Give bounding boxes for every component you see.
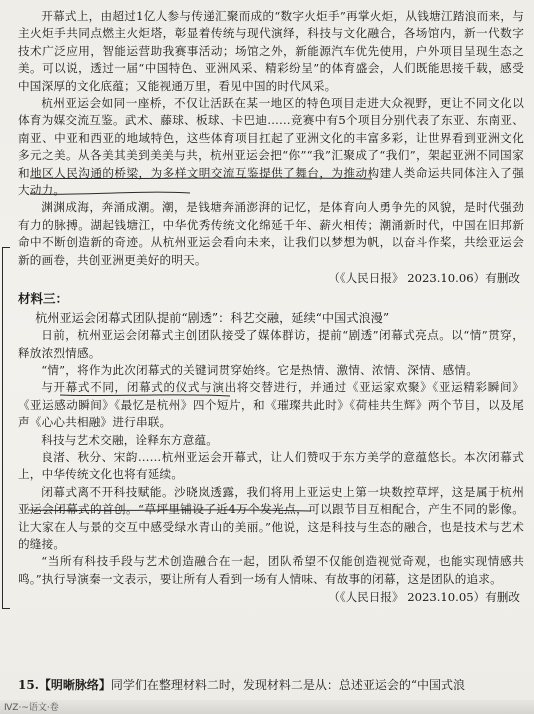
footer-label: ⅣZ·~语文·卷 xyxy=(4,703,59,713)
material3-paragraph-6: 闭幕式离不开科技赋能。沙晓岚透露，我们将用上亚运史上第一块数控草坪，这是属于杭州亚运会闭幕式的首创。“草坪里铺设了近4万个发光点，可以跟节目互相配合，产生不同的影像。让大家在人与景的交互中感受绿水青山的美丽。”他说，这是科技与生态的融合，也是技术与艺术的缝接。 xyxy=(18,484,524,551)
material2-source: （《人民日报》 2023.10.06）有删改 xyxy=(328,271,520,286)
material3-paragraph-2: “情”，将作为此次闭幕式的关键词贯穿始终。它是热情、激情、浓情、深情、感情。 xyxy=(41,362,479,377)
margin-bracket xyxy=(2,247,10,609)
material3-paragraph-3: 与开幕式不同，闭幕式的仪式与演出将交替进行，并通过《亚运家欢聚》《亚运精彩瞬间》《亚运感动瞬间》《最忆是杭州》四个短片，和《璀璨共此时》《荷桂共生辉》两个节目，以及尾声《心心共相融》进行串联。 xyxy=(18,380,524,430)
material3-source: （《人民日报》 2023.10.05）有删改 xyxy=(328,590,520,605)
material3-paragraph-7: “当所有科技手段与艺术创造融合在一起，团队希望不仅能创造视觉奇观，也能实现情感共鸣。”执行导演秦一文表示，要让所有人看到一场有人情味、有故事的闭幕，这是团队的追求。 xyxy=(18,554,524,586)
material3-paragraph-5: 良渚、秋分、宋韵……杭州亚运会开幕式，让人们赞叹于东方美学的意蕴悠长。本次闭幕式上，中华传统文化也将有延续。 xyxy=(18,449,524,482)
text-column xyxy=(18,8,524,606)
material2-paragraph-3: 渊渊成海，奔涌成潮。潮，是钱塘奔涌澎湃的记忆，是体育向人勇争先的风貌，是时代强劲有力的脉搏。湖起钱塘江，中华优秀传统文化绵延千年、薪火相传；潮涌新时代，中国在旧邦新命中不断创造新的奇迹。从杭州亚运会看向未来，让我们以梦想为帆，以奋斗作桨，共绘亚运会新的画卷，共创亚洲更美好的明天。 xyxy=(18,200,524,267)
question-15 xyxy=(18,676,524,694)
material3-title: 杭州亚运会闭幕式团队提前“剧透”：科艺交融，延续“中国式浪漫” xyxy=(35,311,390,326)
bottom-edge xyxy=(0,700,534,714)
question-text: 同学们在整理材料二时，发现材料二是从：总述亚运会的“中国式浪 xyxy=(110,678,466,692)
material2-paragraph-2: 杭州亚运会如同一座桥，不仅让活跃在某一地区的特色项目走进大众视野，更让不同文化以体育为媒交流互鉴。武术、藤球、板球、卡巴迪……竞赛中有5个项目分别代表了东亚、东南亚、南亚、中亚和西亚的地域特色，这些体育项目扛起了亚洲文化的丰富多彩，让世界看到亚洲文化多元之美。从各美其美到美美与共，杭州亚运会把“你”“我”汇聚成了“我们”，架起亚洲不同国家和地区人民沟通的桥梁，为多样文明交流互鉴提供了舞台，为推动构建人类命运共同体注入了强大动力。 xyxy=(18,96,524,198)
material3-paragraph-4: 科技与艺术交融，诠释东方意蕴。 xyxy=(41,432,219,447)
material3-heading: 材料三： xyxy=(18,291,69,307)
material2-paragraph-1: 开幕式上，由超过1亿人参与传递汇聚而成的“数字火炬手”再掌火炬，从钱塘江踏浪而来，与主火炬手共同点燃主火炬塔，彰显着传统与现代演绎，科技与文化融合，各场馆内，新一代数字技术广泛应用，智能运营助我赛事活动；场馆之外，新能源汽车优先使用，户外项目呈现生态之美。可以说，透过一届“中国特色、亚洲风采、精彩纷呈”的体育盛会，人们既能思接千载，感受中国深厚的文化底蕴；又能视通万里，看见中国的时代风采。 xyxy=(18,9,524,93)
material3-paragraph-1: 日前，杭州亚运会闭幕式主创团队接受了媒体群访，提前“剧透”闭幕式亮点。以“情”贯穿，释放浓烈情感。 xyxy=(18,328,524,360)
question-number: 15.【明晰脉络】 xyxy=(18,678,111,692)
